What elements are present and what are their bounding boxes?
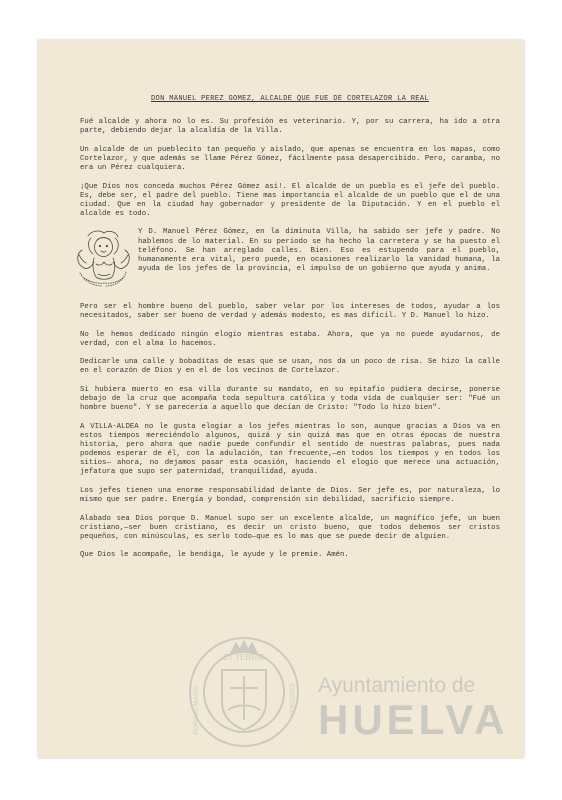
seal-right-text: CUSTODIA [288,683,295,717]
paragraph-11: Alabado sea Dios porque D. Manuel supo ser un excelente alcalde, un magnífico jefe, un buen cristiano,—ser buen cristiano, es decir un cristo bueno, que todos debemos ser cristos pequeños, con minúsculas, es serlo todo—que es lo mas que se puede decir de alguien. [80,514,500,541]
paragraph-3: ¡Que Dios nos conceda muchos Pérez Gómez así!. El alcalde de un pueblo es el jefe del pueblo. Es, debe ser, el padre del pueblo. Tiene mas importancia el alcalde de un pueblo que el de una ciudad. Que en la ciudad hay gobernador y presidente de la Diputación. Y en el pueblo el alcalde es todo. [80,182,500,218]
paragraph-with-illustration [80,228,500,293]
paragraph-9: A VILLA-ALDEA no le gusta elogiar a los jefes mientras lo son, aunque gracias a Dios va en estos tiempos mereciéndolo algunos, quizá y sin quizá mas que en otras épocas de nuestra historia, pero ahora que nadie puede confundir el sentido de nuestras palabras, pues nada podemos esperar de él, con la adulación, tan frecuente,—en todos los tiempos y en todos los sitios— ahora, no dejamos pasar esta ocasión, haciendo el elogio que merece una actuación, jefatura que supo ser paternidad, tranquilidad, ayuda. [80,422,500,477]
seal-left-text: PORTUS MARIS [193,685,200,735]
ayuntamiento-watermark [184,630,524,758]
paragraph-2: Un alcalde de un pueblecito tan pequeño y aislado, que apenas se encuentra en los mapas, como Cortelazor, y que además se llame Pérez Gómez, fácilmente pasa desapercibido. Pero, caramba, no era un Pérez cualquiera. [80,145,500,172]
paragraph-6: No le hemos dedicado ningún elogio mientras estaba. Ahora, que ya no puede ayudarnos, de verdad, con el alma lo hacemos. [80,330,500,348]
seal-top-text: ET TERRÆ [223,653,265,662]
paragraph-4: Y D. Manuel Pérez Gómez, en la diminuta Villa, ha sabido ser jefe y padre. No hablemos de lo material. En su periodo se ha hecho la carretera y se ha puesto el teléfono. Se han arreglado calles. Bien. Eso es estupendo para el pueblo, humanamente era vital, pero puede, en ocasiones realizarlo la vanidad humana, la ayuda de los jefes de la provincia, el impulso de un gobierno que ayuda y anima. [138,228,500,273]
watermark-text [318,674,508,742]
angel-illustration [74,228,134,290]
paragraph-12: Que Dios le acompañe, le bendiga, le ayude y le premie. Amén. [80,551,349,560]
coat-of-arms-icon [184,630,304,758]
paragraph-10: Los jefes tienen una enorme responsabilidad delante de Dios. Ser jefe es, por naturaleza, lo mismo que ser padre. Energía y bondad, comprensión sin debilidad, sacrificio siempre. [80,486,500,504]
paragraph-7: Dedicarle una calle y bobaditas de esas que se usan, nos da un poco de risa. Se hizo la calle en el corazón de Dios y en el de los vecinos de Cortelazor. [80,358,500,376]
paragraph-5: Pero ser el hombre bueno del pueblo, saber velar por los intereses de todos, ayudar a los necesitados, saber ser bueno de verdad y además modesto, es mas difícil. Y D. Manuel lo hizo. [80,302,500,321]
document-title: DON MANUEL PEREZ GOMEZ, ALCALDE QUE FUE DE CORTELAZOR LA REAL [151,95,429,103]
watermark-line1: Ayuntamiento de [318,674,476,697]
document-page [38,40,524,758]
angel-sketch-icon [74,228,134,290]
typed-text-body [80,95,500,570]
watermark-line2: HUELVA [318,696,509,743]
paragraph-8: Si hubiera muerto en esa villa durante su mandato, en su epitafio pudiera decirse, ponerse debajo de la cruz que acompaña toda sepultura católica y toda vida de cualquier ser: "Fué un hombre bueno". Y se parecería a aquello que decían de Cristo: "Todo lo hizo bien". [80,386,500,413]
paragraph-1: Fué alcalde y ahora no lo es. Su profesión es veterinario. Y, por su carrera, ha ido a otra parte, debiendo dejar la alcaldía de la Villa. [80,118,500,136]
